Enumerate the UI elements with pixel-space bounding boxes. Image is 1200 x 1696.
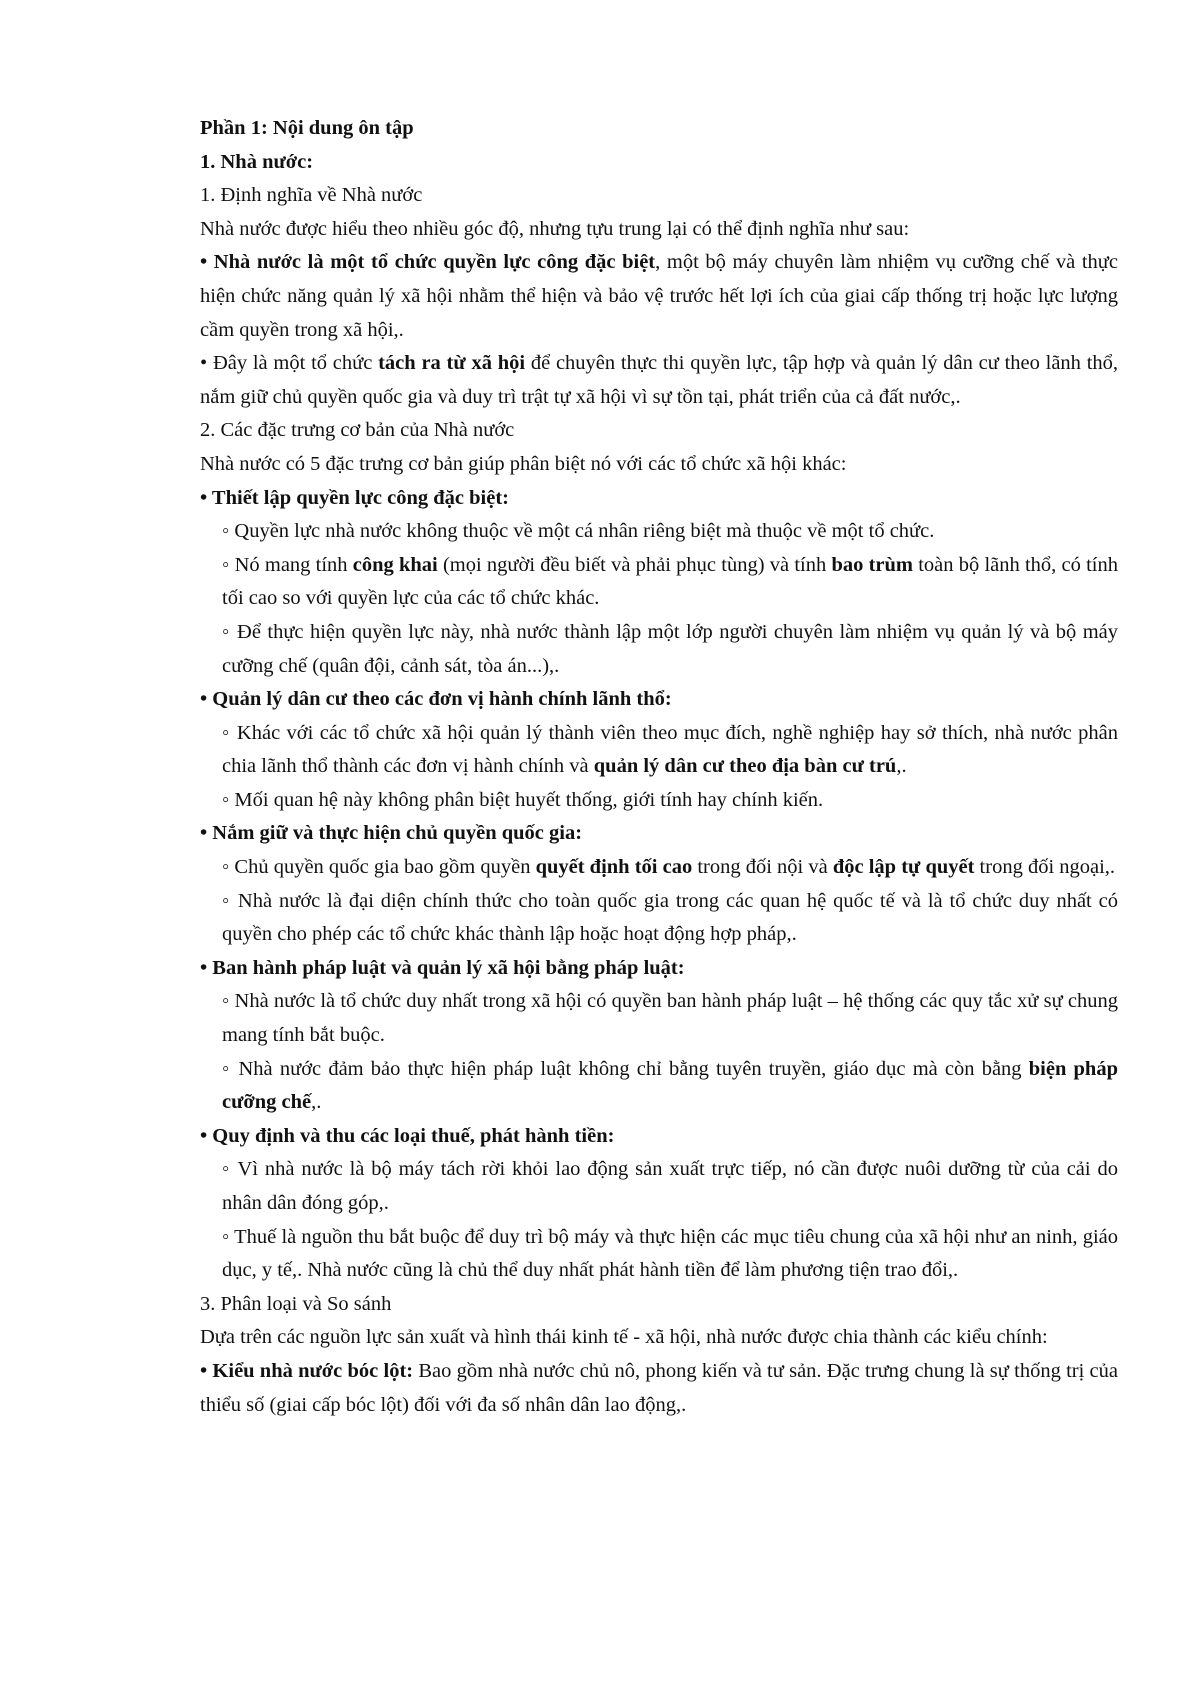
trait-title-1: • Thiết lập quyền lực công đặc biệt: bbox=[200, 486, 509, 509]
sub-bullet bbox=[200, 1053, 1118, 1120]
bullet-definition-1 bbox=[200, 246, 1118, 347]
subsection-title-classification: 3. Phân loại và So sánh bbox=[200, 1292, 392, 1315]
bullet-definition-2 bbox=[200, 347, 1118, 414]
text: ◦ Khác với các tổ chức xã hội quản lý thành viên theo mục đích, nghề nghiệp hay sở thích, nhà nước phân chia lãnh thổ thành các đơn vị hành chính và bbox=[222, 721, 1118, 778]
sub-bullet: ◦ Thuế là nguồn thu bắt buộc để duy trì bộ máy và thực hiện các mục tiêu chung của xã hội như an ninh, giáo dục, y tế,. Nhà nước cũng là chủ thể duy nhất phát hành tiền để làm phương tiện trao đổi,. bbox=[222, 1225, 1118, 1282]
paragraph-characteristics-intro: Nhà nước có 5 đặc trưng cơ bản giúp phân biệt nó với các tổ chức xã hội khác: bbox=[200, 452, 847, 475]
part-heading: Phần 1: Nội dung ôn tập bbox=[200, 117, 414, 139]
text: ,. bbox=[311, 1091, 322, 1114]
sub-bullet bbox=[200, 851, 1118, 885]
text: ◦ Nó mang tính bbox=[222, 553, 353, 576]
bold-text: quyết định tối cao bbox=[535, 856, 693, 879]
bold-text: tách ra từ xã hội bbox=[378, 352, 526, 375]
text: để chuyên thực thi quyền lực, tập hợp và quản lý dân cư theo lãnh thổ, nắm giữ chủ quyền quốc gia và duy trì trật tự xã hội vì sự tồn tại, phát triển của cả đất nước,. bbox=[200, 352, 1119, 408]
trait-title-5: • Quy định và thu các loại thuế, phát hành tiền: bbox=[200, 1124, 615, 1147]
sub-bullet: ◦ Nhà nước là tổ chức duy nhất trong xã hội có quyền ban hành pháp luật – hệ thống các quy tắc xử sự chung mang tính bắt buộc. bbox=[222, 990, 1118, 1047]
sub-bullet: ◦ Mối quan hệ này không phân biệt huyết thống, giới tính hay chính kiến. bbox=[222, 788, 824, 811]
sub-bullet: ◦ Nhà nước là đại diện chính thức cho toàn quốc gia trong các quan hệ quốc tế và là tổ chức duy nhất có quyền cho phép các tổ chức khác thành lập hoặc hoạt động hợp pháp,. bbox=[222, 889, 1118, 946]
text: ,. bbox=[896, 755, 907, 778]
text: • Đây là một tổ chức bbox=[200, 352, 379, 375]
paragraph-definition-intro: Nhà nước được hiểu theo nhiều góc độ, nhưng tựu trung lại có thể định nghĩa như sau: bbox=[200, 217, 910, 240]
bullet-classification-1 bbox=[200, 1355, 1118, 1422]
text: ◦ Chủ quyền quốc gia bao gồm quyền bbox=[222, 856, 536, 879]
sub-bullet bbox=[200, 717, 1118, 784]
sub-bullet bbox=[200, 549, 1118, 616]
bold-text: công khai bbox=[352, 553, 438, 576]
subsection-title-definition: 1. Định nghĩa về Nhà nước bbox=[200, 184, 423, 207]
subsection-title-characteristics: 2. Các đặc trưng cơ bản của Nhà nước bbox=[200, 419, 515, 442]
bold-text: • Nhà nước là một tổ chức quyền lực công đặc biệt bbox=[200, 251, 656, 274]
bold-text: bao trùm bbox=[831, 553, 913, 576]
bold-text: biện pháp cưỡng chế bbox=[222, 1057, 1118, 1114]
text: (mọi người đều biết và phải phục tùng) và tính bbox=[437, 553, 832, 576]
text: trong đối ngoại,. bbox=[974, 856, 1116, 879]
sub-bullet: ◦ Quyền lực nhà nước không thuộc về một cá nhân riêng biệt mà thuộc về một tổ chức. bbox=[222, 520, 935, 543]
trait-title-2: • Quản lý dân cư theo các đơn vị hành chính lãnh thổ: bbox=[200, 688, 672, 711]
paragraph-classification-intro: Dựa trên các nguồn lực sản xuất và hình thái kinh tế - xã hội, nhà nước được chia thành các kiểu chính: bbox=[200, 1326, 1048, 1349]
section-heading: 1. Nhà nước: bbox=[200, 150, 314, 173]
text: toàn bộ lãnh thổ, có tính tối cao so với quyền lực của các tổ chức khác. bbox=[222, 553, 1118, 610]
trait-title-3: • Nắm giữ và thực hiện chủ quyền quốc gia: bbox=[200, 822, 583, 845]
text: trong đối nội và bbox=[692, 856, 833, 879]
trait-title-4: • Ban hành pháp luật và quản lý xã hội bằng pháp luật: bbox=[200, 956, 685, 979]
bold-text: độc lập tự quyết bbox=[832, 856, 975, 879]
bold-text: • Kiểu nhà nước bóc lột: bbox=[200, 1359, 414, 1382]
sub-bullet: ◦ Để thực hiện quyền lực này, nhà nước thành lập một lớp người chuyên làm nhiệm vụ quản lý và bộ máy cưỡng chế (quân đội, cảnh sát, tòa án...),. bbox=[222, 620, 1118, 677]
bold-text: quản lý dân cư theo địa bàn cư trú bbox=[593, 755, 897, 778]
document-body bbox=[200, 112, 1118, 1422]
text: Bao gồm nhà nước chủ nô, phong kiến và tư sản. Đặc trưng chung là sự thống trị của thiểu số (giai cấp bóc lột) đối với đa số nhân dân lao động,. bbox=[200, 1359, 1118, 1416]
sub-bullet: ◦ Vì nhà nước là bộ máy tách rời khỏi lao động sản xuất trực tiếp, nó cần được nuôi dưỡng từ của cải do nhân dân đóng góp,. bbox=[222, 1158, 1118, 1214]
text: ◦ Nhà nước đảm bảo thực hiện pháp luật không chỉ bằng tuyên truyền, giáo dục mà còn bằng bbox=[222, 1057, 1029, 1080]
text: , một bộ máy chuyên làm nhiệm vụ cưỡng chế và thực hiện chức năng quản lý xã hội nhằm thể hiện và bảo vệ trước hết lợi ích của giai cấp thống trị hoặc lực lượng cầm quyền trong xã hội,. bbox=[200, 251, 1118, 341]
